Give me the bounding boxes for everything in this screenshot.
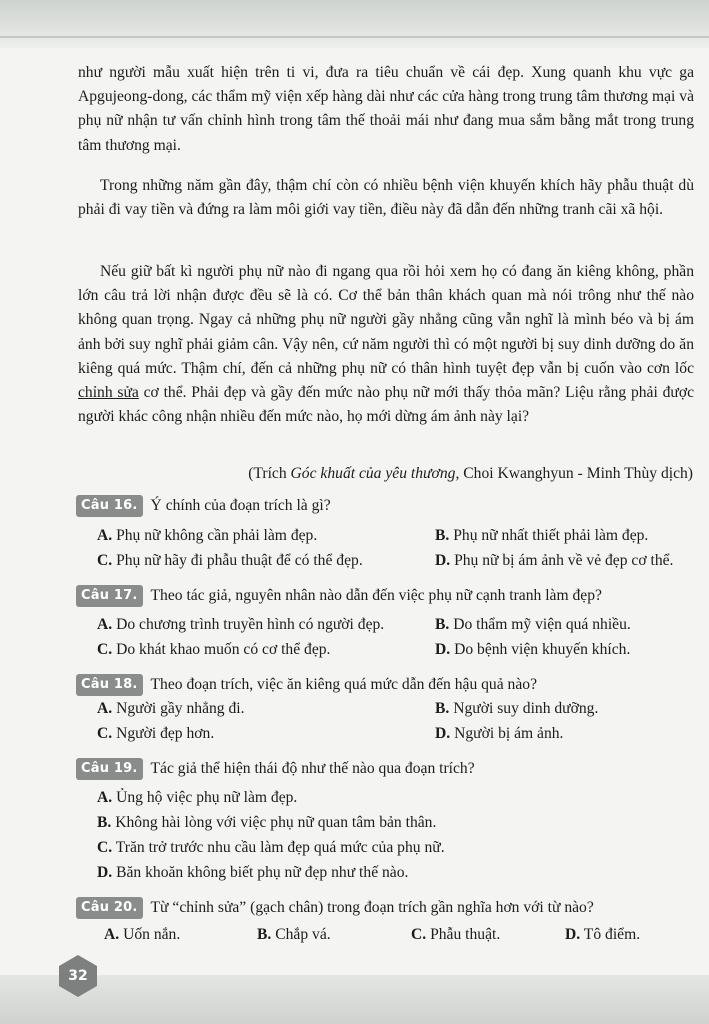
question-badge: Câu 19. — [76, 758, 143, 780]
question-17-option-c[interactable] — [97, 639, 330, 661]
option-text: Người đẹp hơn. — [116, 725, 215, 742]
option-text: Do khát khao muốn có cơ thể đẹp. — [116, 641, 331, 658]
question-text: Tác giả thể hiện thái độ như thế nào qua đoạn trích? — [150, 760, 475, 777]
option-letter: C. — [97, 641, 113, 658]
question-20-option-b[interactable] — [257, 924, 331, 946]
page-bottom-band — [0, 975, 709, 1024]
paragraph-3-text-after: cơ thể. Phải đẹp và gầy đến mức nào phụ nữ mới thấy thỏa mãn? Liệu rằng phải được người khác công nhận nhiều đến mức nào, họ mới dừng ám ảnh này lại? — [78, 384, 694, 426]
citation-title: Góc khuất của yêu thương — [290, 465, 456, 482]
option-letter: A. — [104, 926, 120, 943]
option-text: Người gầy nhẳng đi. — [116, 700, 245, 717]
option-letter: D. — [435, 641, 451, 658]
question-19-option-a[interactable] — [97, 787, 297, 809]
option-text: Chắp vá. — [275, 926, 331, 943]
question-text: Từ “chỉnh sửa” (gạch chân) trong đoạn trích gần nghĩa hơn với từ nào? — [150, 899, 594, 916]
option-text: Do thẩm mỹ viện quá nhiều. — [453, 616, 631, 633]
paragraph-3 — [78, 260, 694, 429]
option-text: Phụ nữ hãy đi phẫu thuật để có thể đẹp. — [116, 552, 363, 569]
question-text: Ý chính của đoạn trích là gì? — [150, 497, 331, 514]
question-16-option-a[interactable] — [97, 525, 317, 547]
option-letter: A. — [97, 616, 113, 633]
page-number-badge — [56, 954, 100, 998]
question-18-option-c[interactable] — [97, 723, 214, 745]
question-18-option-b[interactable] — [435, 698, 598, 720]
paragraph-2 — [78, 174, 694, 222]
question-18-option-d[interactable] — [435, 723, 563, 745]
question-19 — [76, 757, 475, 781]
question-20-option-a[interactable] — [104, 924, 180, 946]
question-text: Theo đoạn trích, việc ăn kiêng quá mức dẫn đến hậu quả nào? — [150, 676, 537, 693]
option-text: Người suy dinh dưỡng. — [453, 700, 599, 717]
option-letter: A. — [97, 789, 113, 806]
option-letter: C. — [411, 926, 427, 943]
question-18 — [76, 673, 537, 697]
option-text: Phụ nữ nhất thiết phải làm đẹp. — [453, 527, 649, 544]
option-letter: D. — [435, 725, 451, 742]
option-letter: C. — [97, 552, 113, 569]
question-badge: Câu 18. — [76, 674, 143, 696]
question-20-option-c[interactable] — [411, 924, 500, 946]
citation-prefix: (Trích — [248, 465, 291, 482]
option-letter: B. — [435, 527, 450, 544]
question-badge: Câu 20. — [76, 897, 143, 919]
option-letter: C. — [97, 839, 113, 856]
option-letter: B. — [435, 700, 450, 717]
underlined-word: chỉnh sửa — [78, 384, 139, 402]
question-17 — [76, 584, 602, 608]
question-badge: Câu 17. — [76, 585, 143, 607]
question-17-option-a[interactable] — [97, 614, 384, 636]
option-text: Do chương trình truyền hình có người đẹp. — [116, 616, 385, 633]
question-17-option-d[interactable] — [435, 639, 630, 661]
page-number: 32 — [68, 968, 88, 984]
question-19-option-c[interactable] — [97, 837, 445, 859]
citation — [248, 462, 693, 486]
option-letter: A. — [97, 527, 113, 544]
paragraph-3-text-before: Nếu giữ bất kì người phụ nữ nào đi ngang qua rồi hỏi xem họ có đang ăn kiêng không, phần lớn câu trả lời nhận được đều sẽ là có. Cơ thể bản thân khách quan mà nói trông như thế nào không quan trọng. Ngay cả những phụ nữ người gầy nhẳng cũng vẫn nghĩ là mình béo và bị ám ảnh bởi suy nghĩ phải giảm cân. Vậy nên, cứ năm người thì có một người bị suy dinh dưỡng do ăn kiêng quá mức. Thậm chí, đến cả những phụ nữ có thân hình tuyệt đẹp vẫn bị cuốn vào cơn lốc — [78, 263, 694, 377]
question-19-option-b[interactable] — [97, 812, 436, 834]
option-text: Uốn nắn. — [123, 926, 181, 943]
option-letter: A. — [97, 700, 113, 717]
option-text: Phẫu thuật. — [430, 926, 501, 943]
option-letter: B. — [97, 814, 112, 831]
option-text: Băn khoăn không biết phụ nữ đẹp như thế nào. — [116, 864, 409, 881]
option-text: Do bệnh viện khuyến khích. — [454, 641, 631, 658]
question-20-option-d[interactable] — [565, 924, 640, 946]
question-19-option-d[interactable] — [97, 862, 408, 884]
question-text: Theo tác giả, nguyên nhân nào dẫn đến việc phụ nữ cạnh tranh làm đẹp? — [150, 587, 602, 604]
option-letter: D. — [435, 552, 451, 569]
page-top-band — [0, 0, 709, 48]
option-text: Trăn trở trước nhu cầu làm đẹp quá mức của phụ nữ. — [115, 839, 445, 856]
option-letter: D. — [97, 864, 113, 881]
option-text: Người bị ám ảnh. — [454, 725, 564, 742]
question-16 — [76, 494, 331, 518]
option-text: Phụ nữ không cần phải làm đẹp. — [116, 527, 318, 544]
option-text: Không hài lòng với việc phụ nữ quan tâm bản thân. — [115, 814, 437, 831]
option-letter: B. — [435, 616, 450, 633]
question-badge: Câu 16. — [76, 495, 143, 517]
option-text: Phụ nữ bị ám ảnh về vẻ đẹp cơ thể. — [454, 552, 674, 569]
question-18-option-a[interactable] — [97, 698, 245, 720]
question-16-option-d[interactable] — [435, 550, 673, 572]
option-text: Tô điểm. — [583, 926, 641, 943]
option-letter: C. — [97, 725, 113, 742]
paragraph-2-text: Trong những năm gần đây, thậm chí còn có nhiều bệnh viện khuyến khích hãy phẫu thuật dù phải đi vay tiền và đứng ra làm môi giới vay tiền, điều này đã dẫn đến những tranh cãi xã hội. — [78, 177, 694, 219]
question-20 — [76, 896, 594, 920]
question-16-option-b[interactable] — [435, 525, 648, 547]
option-text: Ủng hộ việc phụ nữ làm đẹp. — [116, 789, 298, 806]
option-letter: B. — [257, 926, 272, 943]
citation-suffix: , Choi Kwanghyun - Minh Thùy dịch) — [455, 465, 693, 482]
option-letter: D. — [565, 926, 581, 943]
question-17-option-b[interactable] — [435, 614, 631, 636]
question-16-option-c[interactable] — [97, 550, 363, 572]
paragraph-1: như người mẫu xuất hiện trên ti vi, đưa ra tiêu chuẩn về cái đẹp. Xung quanh khu vực ga Apgujeong-dong, các thẩm mỹ viện xếp hàng dài như các cửa hàng trong trung tâm thương mại và phụ nữ nhận tư vấn chỉnh hình trong tâm thế thoải mái như đang mua sắm bằng mắt trong trung tâm thương mại. — [78, 64, 694, 154]
